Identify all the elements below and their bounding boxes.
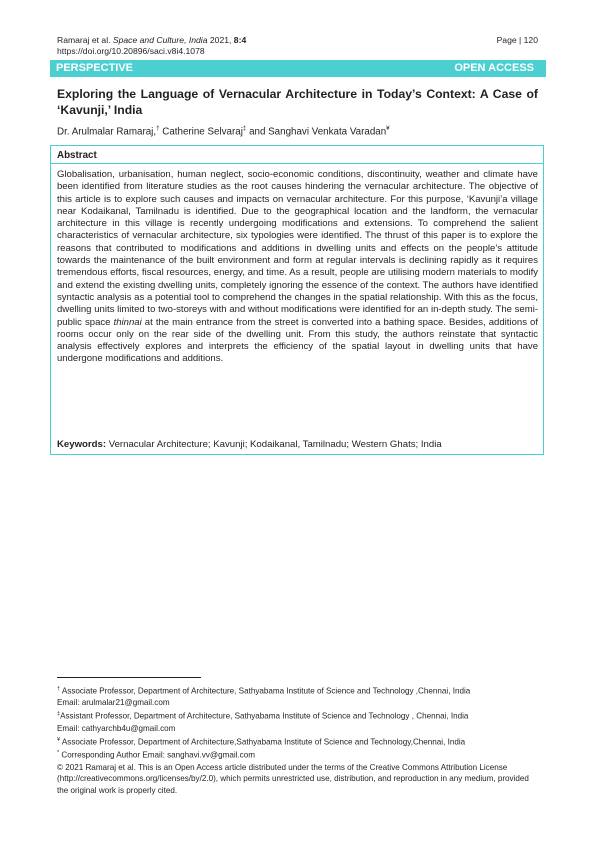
abstract-heading: Abstract — [57, 150, 97, 161]
volume-issue: 8:4 — [233, 35, 247, 45]
abstract-text-part-2: at the main entrance from the street is converted into a bathing space. Besides, additions of rooms occur only on the rear side of the dwelling unit. From this study, the authors reinstate that syntactic analysis effectively explores and interprets the efficiency of the spatial layout in dwelling units that have undergone modifications and additions. — [57, 316, 538, 365]
footnote-2-mark: ‡ — [57, 711, 61, 718]
header-year: 2021, — [209, 35, 232, 45]
footnote-4-mark: * — [57, 750, 60, 757]
footnote-4-text: Corresponding Author Email: sanghavi.vv@gmail.com — [61, 750, 255, 760]
footnotes — [57, 684, 539, 797]
footnote-1 — [57, 684, 539, 697]
article-title: Exploring the Language of Vernacular Architecture in Today’s Context: A Case of ‘Kavunji,’ India — [57, 87, 538, 117]
keywords-label: Keywords: — [57, 439, 107, 450]
journal-name: Space and Culture, India — [112, 35, 208, 45]
footnote-2-text: Assistant Professor, Department of Architecture, Sathyabama Institute of Science and Technology , Chennai, India — [60, 711, 469, 721]
footnote-divider — [57, 677, 201, 678]
author-3-mark: ¥ — [386, 125, 390, 132]
page-number: Page | 120 — [496, 35, 538, 45]
author-1: Dr. Arulmalar Ramaraj, — [57, 126, 157, 138]
footnote-1-mark: † — [57, 686, 61, 692]
footnote-3-mark: ¥ — [57, 736, 61, 743]
keywords-list: Vernacular Architecture; Kavunji; Kodaikanal, Tamilnadu; Western Ghats; India — [108, 439, 442, 450]
author-1-mark: † — [156, 125, 160, 132]
abstract-italic-term: thinnai — [113, 316, 142, 328]
footnote-4 — [57, 748, 539, 761]
abstract-text-part-1: Globalisation, urbanisation, human neglect, socio-economic conditions, discontinuity, weather and climate have been identified from literature studies as the root causes hindering the vernacular architecture. The objective of this article is to explore such causes and impacts on vernacular architecture. For this purpose, ‘Kavunji’a village near Kodaikanal, Tamilnadu is identified. Due to the geographical location and the landform, the vernacular architecture in this village is recently undergoing modifications and extensions. To comprehend the salient characteristics of vernacular architecture, six typologies were identified. The thrust of this paper is to explore the reasons that contributed to modifications and additions in dwelling units and effects on the people’s attitude towards the maintenance of the built environment and form at regular intervals is declining rapidly as it requires tremendous efforts, fiscal resources, energy, and time. As a result, people are utilising modern materials to modify and extend the existing dwelling units, completely ignoring the essence of the context. The authors have identified syntactic analysis as a potential tool to comprehend the changes in the spatial relationship. With this as the focus, dwelling units limited to two-storeys with and without modifications were identified for an in-depth study. The semi-public space — [57, 169, 538, 328]
article-type-label: PERSPECTIVE — [56, 62, 134, 74]
running-header — [57, 35, 246, 57]
abstract-divider — [51, 163, 543, 164]
abstract-body — [57, 169, 538, 366]
author-2: Catherine Selvaraj — [162, 126, 243, 138]
footnote-2 — [57, 709, 539, 722]
keywords-line — [57, 439, 538, 450]
open-access-label: OPEN ACCESS — [454, 62, 534, 74]
footnote-2-email[interactable]: Email: cathyarchb4u@gmail.com — [57, 723, 176, 733]
author-line — [57, 125, 390, 137]
article-type-band — [50, 60, 546, 77]
footnote-3-text: Associate Professor, Department of Architecture,Sathyabama Institute of Science and Technology,Chennai, India — [61, 737, 466, 747]
author-2-mark: ‡ — [242, 125, 247, 132]
author-3: and Sanghavi Venkata Varadan — [249, 126, 387, 138]
doi-link[interactable]: https://doi.org/10.20896/saci.v8i4.1078 — [57, 46, 205, 56]
footnote-3 — [57, 735, 539, 748]
footnote-1-text: Associate Professor, Department of Architecture, Sathyabama Institute of Science and Technology ,Chennai, India — [61, 686, 471, 696]
citation-line — [57, 35, 246, 46]
header-authors: Ramaraj et al. — [57, 35, 111, 45]
license-text: © 2021 Ramaraj et al. This is an Open Access article distributed under the terms of the Creative Commons Attribution License (http://creativecommons.org/licenses/by/2.0), which permits unrestricted use, distribution, and reproduction in any medium, provided the original work is properly cited. — [57, 762, 529, 796]
footnote-1-email[interactable]: Email: arulmalar21@gmail.com — [57, 698, 170, 708]
